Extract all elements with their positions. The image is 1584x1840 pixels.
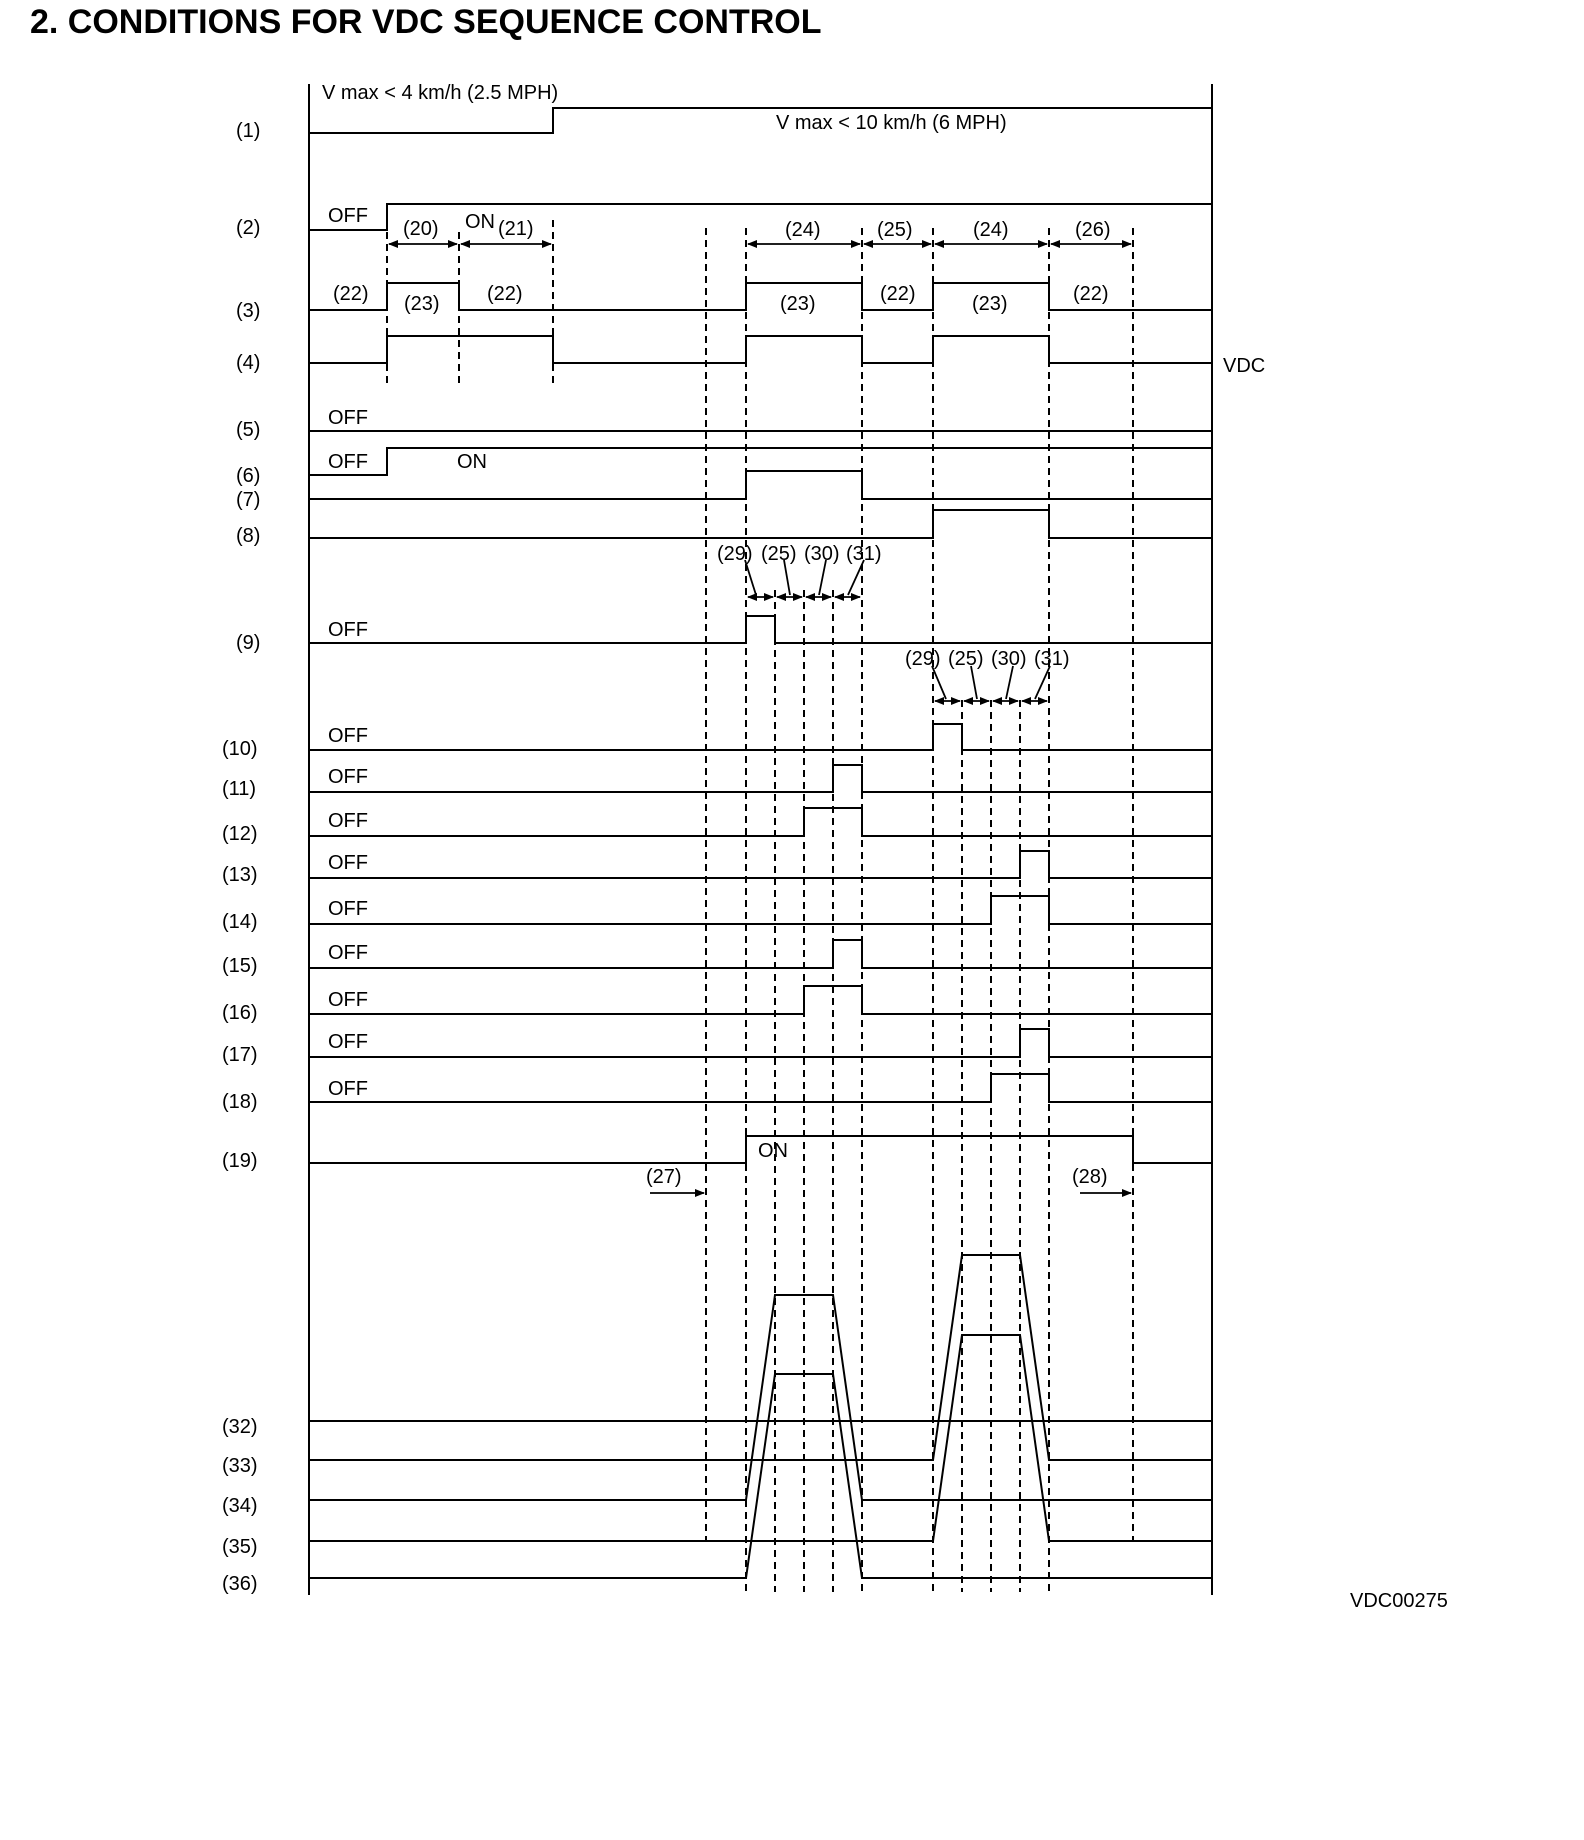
signal-1 xyxy=(309,108,1212,133)
row-label: (34) xyxy=(222,1495,258,1517)
row-label: (6) xyxy=(236,465,261,487)
vdc-label: VDC xyxy=(1223,355,1266,377)
row-label: (8) xyxy=(236,525,261,547)
figure-id: VDC00275 xyxy=(1350,1590,1448,1612)
interval-label: (21) xyxy=(498,218,534,240)
row-label: (14) xyxy=(222,911,258,933)
signal-9 xyxy=(309,616,1212,643)
signal-7 xyxy=(309,471,1212,499)
on-label: ON xyxy=(457,451,487,473)
row-label: (11) xyxy=(222,778,257,800)
off-label: OFF xyxy=(328,989,368,1011)
row-label: (17) xyxy=(222,1044,258,1066)
state-label: (22) xyxy=(880,283,916,305)
signal-4 xyxy=(309,336,1212,363)
interval-label: (20) xyxy=(403,218,439,240)
row-label: (13) xyxy=(222,864,258,886)
row-label: (15) xyxy=(222,955,258,977)
row-label: (3) xyxy=(236,300,261,322)
off-label: OFF xyxy=(328,898,368,920)
signal-waveforms xyxy=(309,108,1212,1578)
interval-label: (24) xyxy=(785,219,821,241)
row-label: (19) xyxy=(222,1150,258,1172)
interval-label: (31) xyxy=(1034,648,1070,670)
signal-11 xyxy=(309,765,1212,792)
signal-17 xyxy=(309,1029,1212,1057)
signal-16 xyxy=(309,986,1212,1014)
interval-label: (30) xyxy=(804,543,840,565)
interval-label: (25) xyxy=(761,543,797,565)
signal-13 xyxy=(309,851,1212,878)
interval-label: (26) xyxy=(1075,219,1111,241)
state-label: (22) xyxy=(487,283,523,305)
signal-10 xyxy=(309,724,1212,750)
event-label: (28) xyxy=(1072,1166,1108,1188)
signal-15 xyxy=(309,940,1212,968)
signal-14 xyxy=(309,896,1212,924)
signal-12 xyxy=(309,808,1212,836)
row-label: (32) xyxy=(222,1416,258,1438)
row-label: (33) xyxy=(222,1455,258,1477)
off-label: OFF xyxy=(328,725,368,747)
state-label: (22) xyxy=(333,283,369,305)
off-label: OFF xyxy=(328,1078,368,1100)
row-label: (2) xyxy=(236,217,261,239)
on-label: ON xyxy=(758,1140,788,1162)
row-label: (18) xyxy=(222,1091,258,1113)
event-label: (27) xyxy=(646,1166,682,1188)
state-label: (23) xyxy=(404,293,440,315)
row-label: (1) xyxy=(236,120,261,142)
signal-35 xyxy=(309,1335,1212,1541)
state-label: (23) xyxy=(780,293,816,315)
off-label: OFF xyxy=(328,205,368,227)
signal-8 xyxy=(309,510,1212,538)
off-label: OFF xyxy=(328,1031,368,1053)
row-label: (5) xyxy=(236,419,261,441)
interval-label: (29) xyxy=(717,543,753,565)
off-label: OFF xyxy=(328,942,368,964)
row-label: (4) xyxy=(236,352,261,374)
row-label: (12) xyxy=(222,823,258,845)
row-label: (16) xyxy=(222,1002,258,1024)
row-label: (36) xyxy=(222,1573,258,1595)
signal-33 xyxy=(309,1255,1212,1460)
interval-label: (25) xyxy=(948,648,984,670)
off-label: OFF xyxy=(328,407,368,429)
interval-label: (25) xyxy=(877,219,913,241)
interval-label: (31) xyxy=(846,543,882,565)
vmax-high-label: V max < 10 km/h (6 MPH) xyxy=(776,112,1007,134)
interval-label: (30) xyxy=(991,648,1027,670)
row-labels xyxy=(222,120,260,1595)
signal-18 xyxy=(309,1074,1212,1102)
annotations xyxy=(322,82,1448,1612)
state-label: (22) xyxy=(1073,283,1109,305)
row-label: (10) xyxy=(222,738,258,760)
row-label: (35) xyxy=(222,1536,258,1558)
row-label: (7) xyxy=(236,489,261,511)
on-label: ON xyxy=(465,211,495,233)
page-title: 2. CONDITIONS FOR VDC SEQUENCE CONTROL xyxy=(30,3,822,41)
off-label: OFF xyxy=(328,852,368,874)
off-label: OFF xyxy=(328,619,368,641)
interval-label: (24) xyxy=(973,219,1009,241)
state-label: (23) xyxy=(972,293,1008,315)
row-label: (9) xyxy=(236,632,261,654)
interval-label: (29) xyxy=(905,648,941,670)
off-label: OFF xyxy=(328,766,368,788)
vmax-low-label: V max < 4 km/h (2.5 MPH) xyxy=(322,82,559,104)
off-label: OFF xyxy=(328,451,368,473)
off-label: OFF xyxy=(328,810,368,832)
timing-reference-lines xyxy=(387,220,1133,1592)
